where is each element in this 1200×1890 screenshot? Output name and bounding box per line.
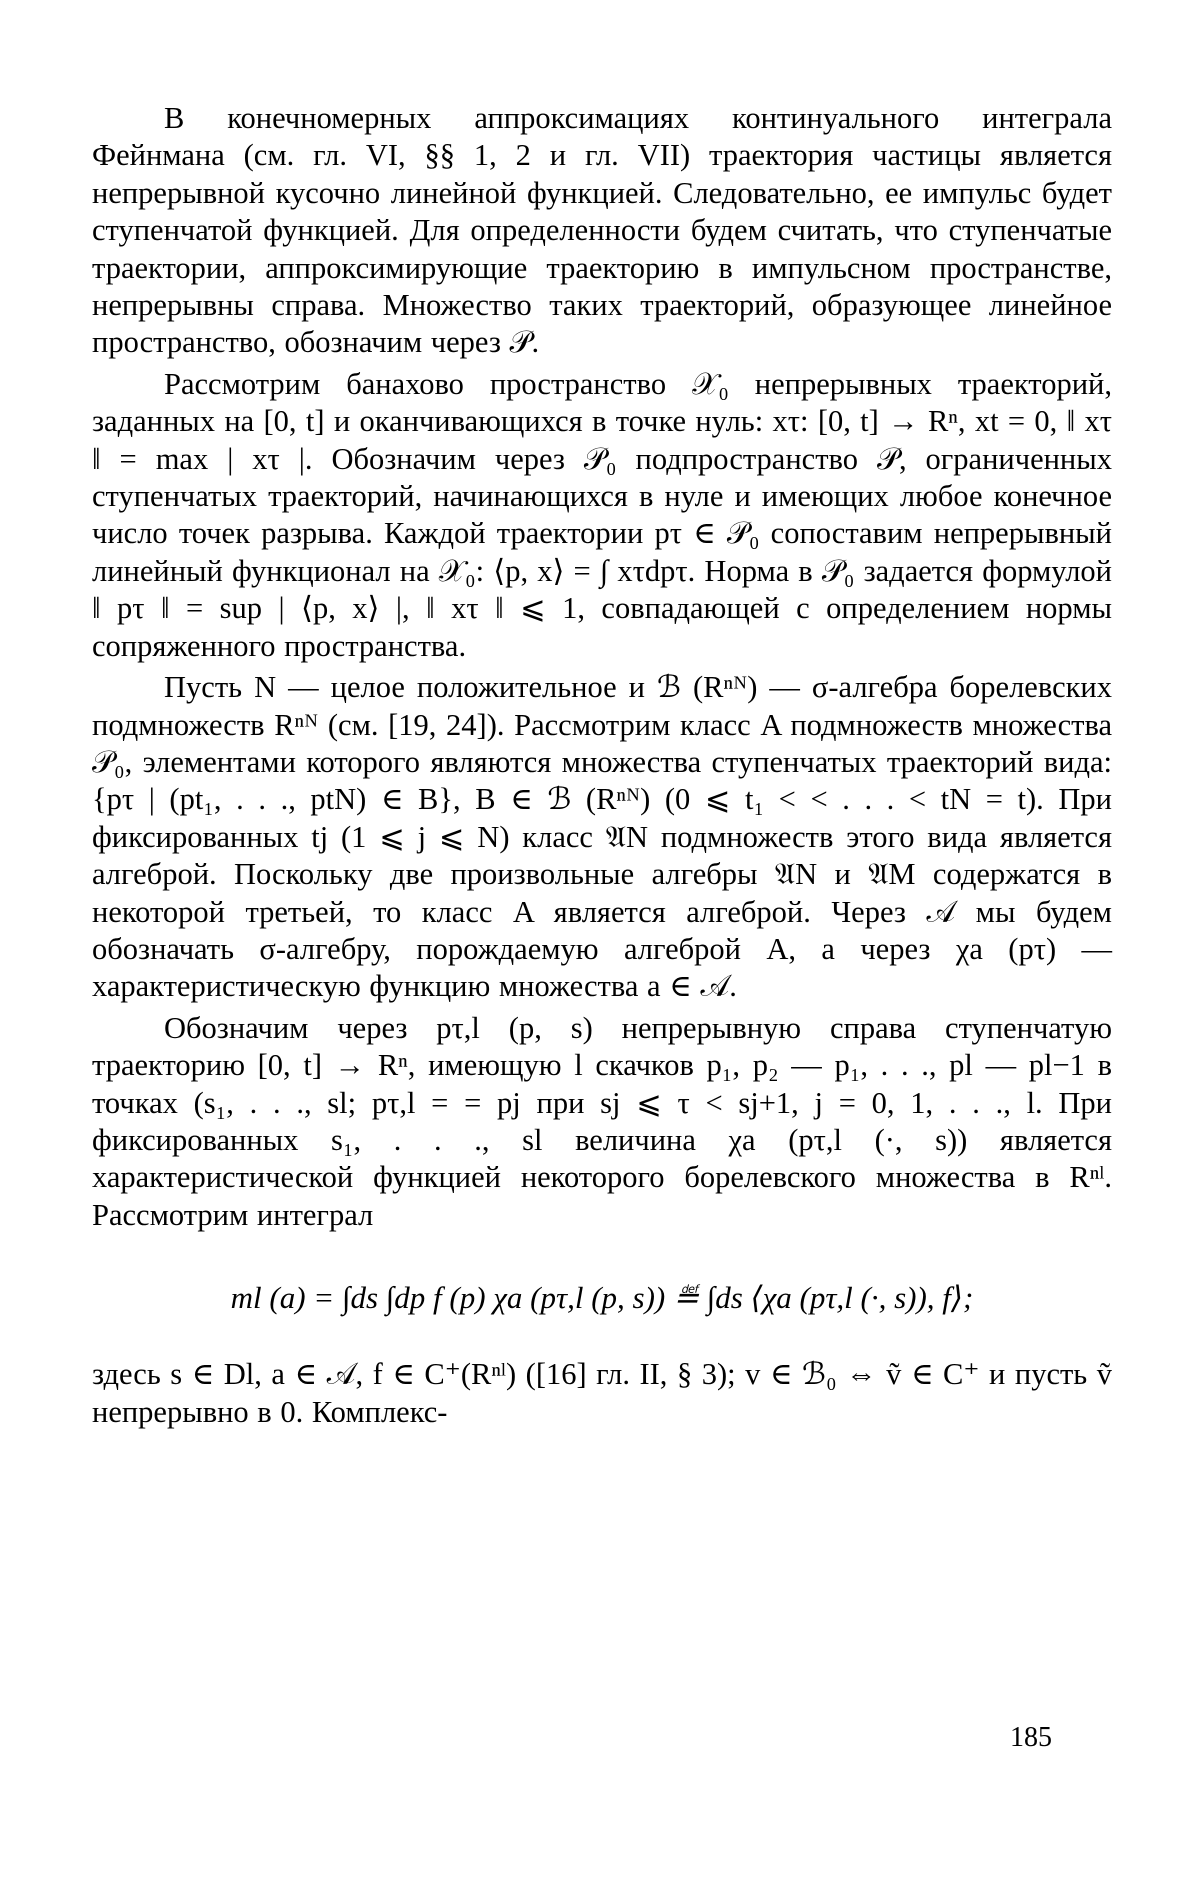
paragraph-5: здесь s ∈ Dl, a ∈ 𝒜, f ∈ C⁺(Rⁿˡ) ([16] гл. II, § 3); v ∈ ℬ₀ ⇔ ṽ ∈ C⁺ и пусть ṽ непрерывно в 0. Комплекс-	[92, 1357, 1112, 1429]
paragraph-3: Пусть N — целое положительное и ℬ (Rⁿᴺ) — σ-алгебра борелевских подмножеств Rⁿᴺ (см. [19, 24]). Рассмотрим класс A подмножеств множества 𝒫₀, элементами которого являются множества ступенчатых траекторий вида: {pτ | (pt₁, . . ., ptN) ∈ B}, B ∈ ℬ (Rⁿᴺ) (0 ⩽ t₁ < < . . . < tN = t). При фиксированных tj (1 ⩽ j ⩽ N) класс 𝔄N подмножеств этого вида является алгеброй. Поскольку две произвольные алгебры 𝔄N и 𝔄M содержатся в некоторой третьей, то класс A является алгеброй. Через 𝒜 мы будем обозначать σ-алгебру, порождаемую алгеброй A, а через χa (pτ) — характеристическую функцию множества a ∈ 𝒜.	[92, 670, 1112, 1004]
display-formula: ml (a) = ∫ds ∫dp f (p) χa (pτ,l (p, s)) ≝ ∫ds ⟨χa (pτ,l (·, s)), f⟩;	[230, 1280, 974, 1316]
paragraph-2: Рассмотрим банахово пространство 𝒳₀ непрерывных траекторий, заданных на [0, t] и оканчивающихся в точке нуль: xτ: [0, t] → Rⁿ, xt = 0, ‖ xτ ‖ = max | xτ |. Обозначим через 𝒫₀ подпространство 𝒫, ограниченных ступенчатых траекторий, начинающихся в нуле и имеющих любое конечное число точек разрыва. Каждой траектории pτ ∈ 𝒫₀ сопоставим непрерывный линейный функционал на 𝒳₀: ⟨p, x⟩ = ∫ xτdpτ. Норма в 𝒫₀ задается формулой ‖ pτ ‖ = sup | ⟨p, x⟩ |, ‖ xτ ‖ ⩽ 1, совпадающей с определением нормы сопряженного пространства.	[92, 366, 1112, 663]
paragraph-1: В конечномерных аппроксимациях континуального интеграла Фейнмана (см. гл. VI, §§ 1, 2 и гл. VII) траектория частицы является непрерывной кусочно линейной функцией. Следовательно, ее импульс будет ступенчатой функцией. Для определенности будем считать, что ступенчатые траектории, аппроксимирующие траекторию в импульсном пространстве, непрерывны справа. Множество таких траекторий, образующее линейное пространство, обозначим через 𝒫.	[92, 101, 1112, 360]
page-number: 185	[1010, 1722, 1052, 1753]
paragraph-4: Обозначим через pτ,l (p, s) непрерывную справа ступенчатую траекторию [0, t] → Rⁿ, имеющую l скачков p₁, p₂ — p₁, . . ., pl — pl−1 в точках (s₁, . . ., sl; pτ,l = = pj при sj ⩽ τ < sj+1, j = 0, 1, . . ., l. При фиксированных s₁, . . ., sl величина χa (pτ,l (·, s)) является характеристической функцией некоторого борелевского множества в Rⁿˡ. Рассмотрим интеграл	[92, 1010, 1112, 1232]
page-body	[92, 100, 1112, 1435]
